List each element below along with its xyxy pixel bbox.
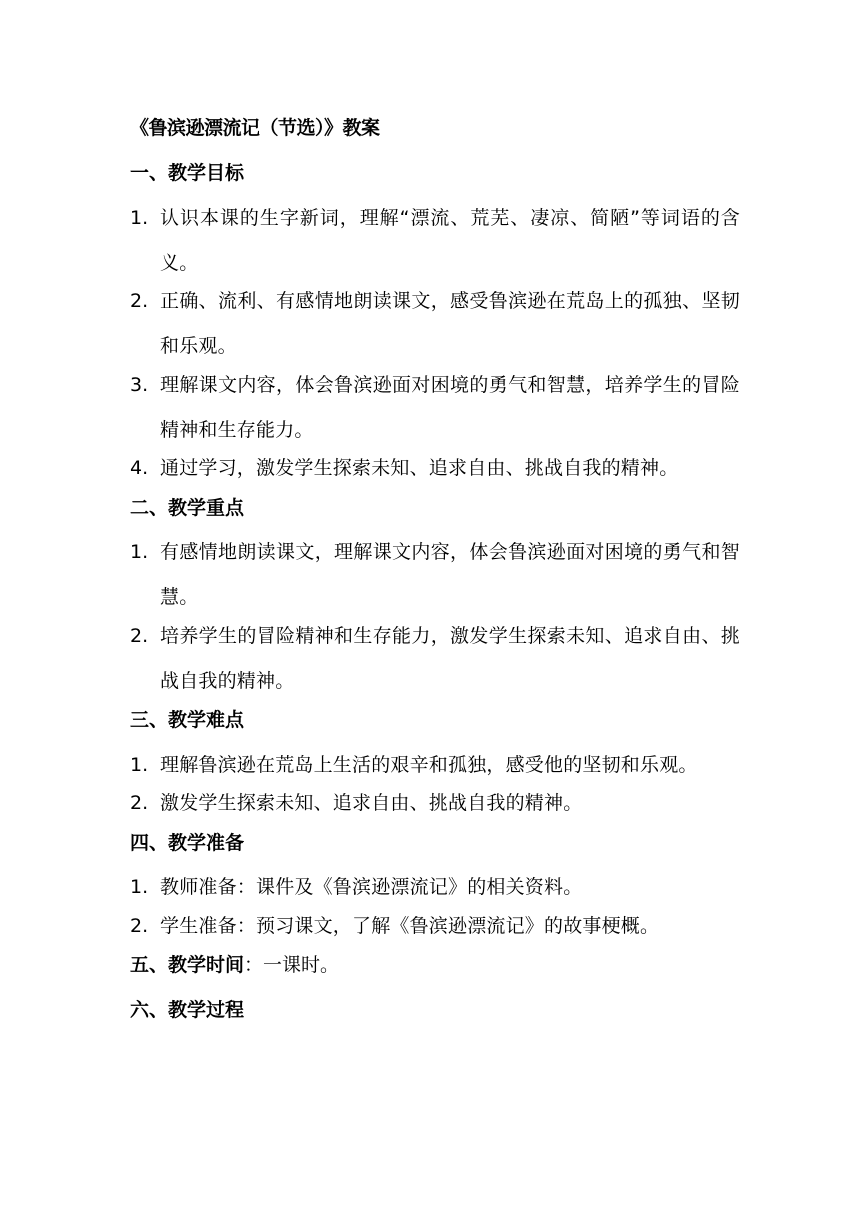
item-number: 2. [130, 624, 149, 647]
document-body [130, 112, 740, 1039]
list-item [130, 781, 740, 826]
item-number: 2. [130, 290, 149, 312]
item-text: 通过学习，激发学生探索未知、追求自由、挑战自我的精神。 [160, 457, 679, 479]
list-item [130, 904, 740, 949]
key-points-list [130, 530, 740, 704]
item-text: 理解鲁滨逊在荒岛上生活的艰辛和孤独，感受他的坚韧和乐观。 [160, 753, 698, 776]
item-number: 1. [130, 753, 149, 776]
item-text: 正确、流利、有感情地朗读课文，感受鲁滨逊在荒岛上的孤独、坚韧和乐观。 [160, 290, 740, 357]
item-text: 教师准备：课件及《鲁滨逊漂流记》的相关资料。 [160, 876, 583, 898]
list-item [130, 614, 740, 704]
item-number: 4. [130, 457, 149, 479]
section-heading-time-value: ：一课时。 [244, 954, 340, 976]
objectives-list [130, 196, 740, 492]
item-text: 激发学生探索未知、追求自由、挑战自我的精神。 [160, 792, 583, 814]
list-item [130, 196, 740, 286]
item-number: 1. [130, 541, 149, 563]
section-heading-preparation: 四、教学准备 [130, 831, 245, 854]
section-heading-key-points: 二、教学重点 [130, 496, 245, 519]
section-heading-objectives: 一、教学目标 [130, 162, 245, 184]
list-item [130, 363, 740, 453]
section-heading-process: 六、教学过程 [130, 999, 245, 1021]
section-heading-time-label: 五、教学时间 [130, 954, 245, 976]
section-heading-time [130, 949, 740, 981]
item-number: 1. [130, 876, 149, 898]
list-item [130, 279, 740, 369]
item-text: 认识本课的生字新词，理解“漂流、荒芜、凄凉、简陋”等词语的含义。 [160, 206, 740, 274]
item-number: 2. [130, 792, 149, 814]
item-text: 培养学生的冒险精神和生存能力，激发学生探索未知、追求自由、挑战自我的精神。 [160, 624, 740, 692]
item-text: 理解课文内容，体会鲁滨逊面对困境的勇气和智慧，培养学生的冒险精神和生存能力。 [160, 373, 740, 441]
list-item [130, 530, 740, 620]
item-number: 1. [130, 206, 149, 229]
item-number: 3. [130, 373, 149, 396]
list-item [130, 446, 740, 491]
item-text: 学生准备：预习课文，了解《鲁滨逊漂流记》的故事梗概。 [160, 914, 660, 937]
document-title: 《鲁滨逊漂流记（节选）》教案 [130, 117, 380, 139]
item-number: 2. [130, 914, 149, 937]
preparation-list [130, 865, 740, 949]
difficulties-list [130, 743, 740, 827]
item-text: 有感情地朗读课文，理解课文内容，体会鲁滨逊面对困境的勇气和智慧。 [160, 541, 740, 608]
section-heading-difficulties: 三、教学难点 [130, 709, 245, 731]
